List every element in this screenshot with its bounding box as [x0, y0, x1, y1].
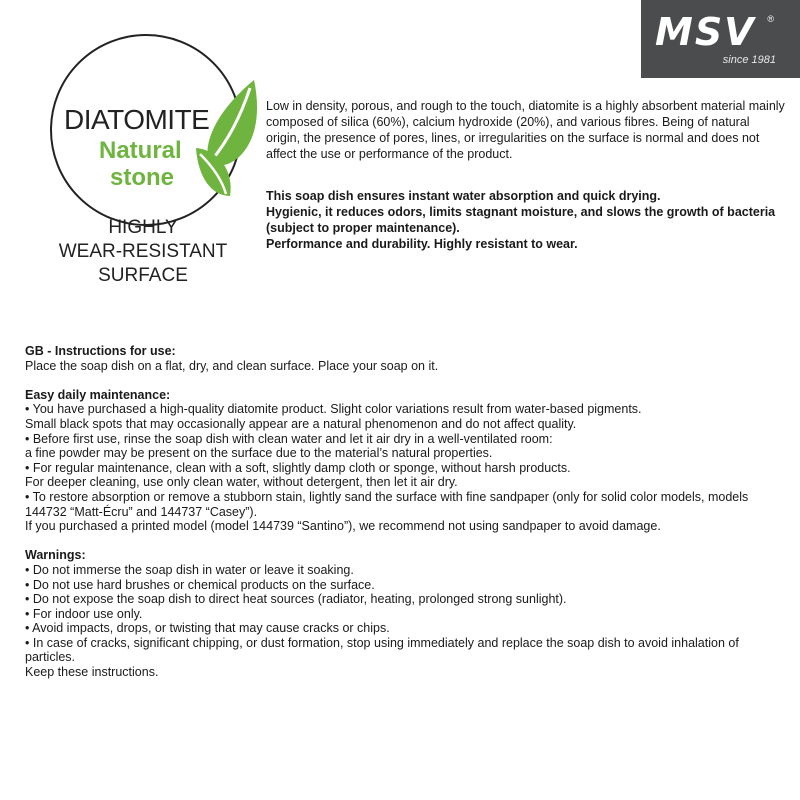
maintenance-line: For deeper cleaning, use only clean water, without detergent, then let it air dry.: [25, 475, 458, 490]
maintenance-line: • You have purchased a high-quality diatomite product. Slight color variations result from water-based pigments.: [25, 402, 642, 417]
badge-natural: Natural: [99, 137, 182, 164]
intro-paragraph: Low in density, porous, and rough to the touch, diatomite is a highly absorbent material mainly composed of silica (60%), calcium hydroxide (20%), and various fibres. Being of natural origin, the presence of pores, lines, or irregularities on the surface is normal and does not affect the use or performance of the product.: [266, 99, 785, 161]
maintenance-line: Small black spots that may occasionally appear are a natural phenomenon and do not affect quality.: [25, 416, 577, 431]
highlight-line: This soap dish ensures instant water absorption and quick drying.: [266, 189, 661, 203]
brand-logo: MSV: [655, 10, 756, 54]
maintenance-heading: Easy daily maintenance:: [25, 387, 171, 402]
caption-line: WEAR-RESISTANT: [58, 241, 228, 262]
maintenance-line: • To restore absorption or remove a stubborn stain, lightly sand the surface with fine sandpaper (only for solid color models, models 144732 “Matt-Écru” and 144737 “Casey”).: [25, 489, 749, 519]
warning-line: • Avoid impacts, drops, or twisting that may cause cracks or chips.: [25, 621, 390, 636]
caption-line: SURFACE: [98, 265, 188, 286]
caption-line: HIGHLY: [108, 217, 178, 238]
brand-since: since 1981: [722, 54, 776, 66]
instructions-heading: GB - Instructions for use:: [25, 344, 176, 358]
badge-stone: stone: [110, 164, 175, 191]
highlight-line: Performance and durability. Highly resistant to wear.: [266, 237, 578, 251]
product-highlights: [266, 188, 786, 252]
warning-line: • Do not immerse the soap dish in water or leave it soaking.: [25, 562, 354, 577]
highlight-line: Hygienic, it reduces odors, limits stagnant moisture, and slows the growth of bacteria (subject to proper maintenance).: [266, 205, 776, 235]
warnings-heading: Warnings:: [25, 548, 86, 563]
badge-title: DIATOMITE: [64, 104, 210, 135]
maintenance-line: • For regular maintenance, clean with a soft, slightly damp cloth or sponge, without harsh products.: [25, 460, 571, 475]
brand-logo-box: [641, 0, 800, 78]
warning-line: Keep these instructions.: [25, 665, 159, 680]
instructions-section: [25, 344, 785, 680]
leaf-icon: [190, 78, 262, 202]
registered-mark: ®: [767, 14, 774, 24]
instructions-intro: Place the soap dish on a flat, dry, and clean surface. Place your soap on it.: [25, 358, 439, 373]
maintenance-line: If you purchased a printed model (model 144739 “Santino”), we recommend not using sandpaper to avoid damage.: [25, 519, 661, 534]
warning-line: • Do not expose the soap dish to direct heat sources (radiator, heating, prolonged strong sunlight).: [25, 592, 567, 607]
warning-line: • Do not use hard brushes or chemical products on the surface.: [25, 577, 375, 592]
warning-line: • For indoor use only.: [25, 606, 143, 621]
badge-caption: [40, 216, 246, 288]
warning-line: • In case of cracks, significant chipping, or dust formation, stop using immediately and replace the soap dish to avoid inhalation of particles.: [25, 635, 739, 665]
maintenance-line: • Before first use, rinse the soap dish with clean water and let it air dry in a well-ventilated room:: [25, 431, 553, 446]
maintenance-line: a fine powder may be present on the surface due to the material’s natural properties.: [25, 446, 493, 461]
